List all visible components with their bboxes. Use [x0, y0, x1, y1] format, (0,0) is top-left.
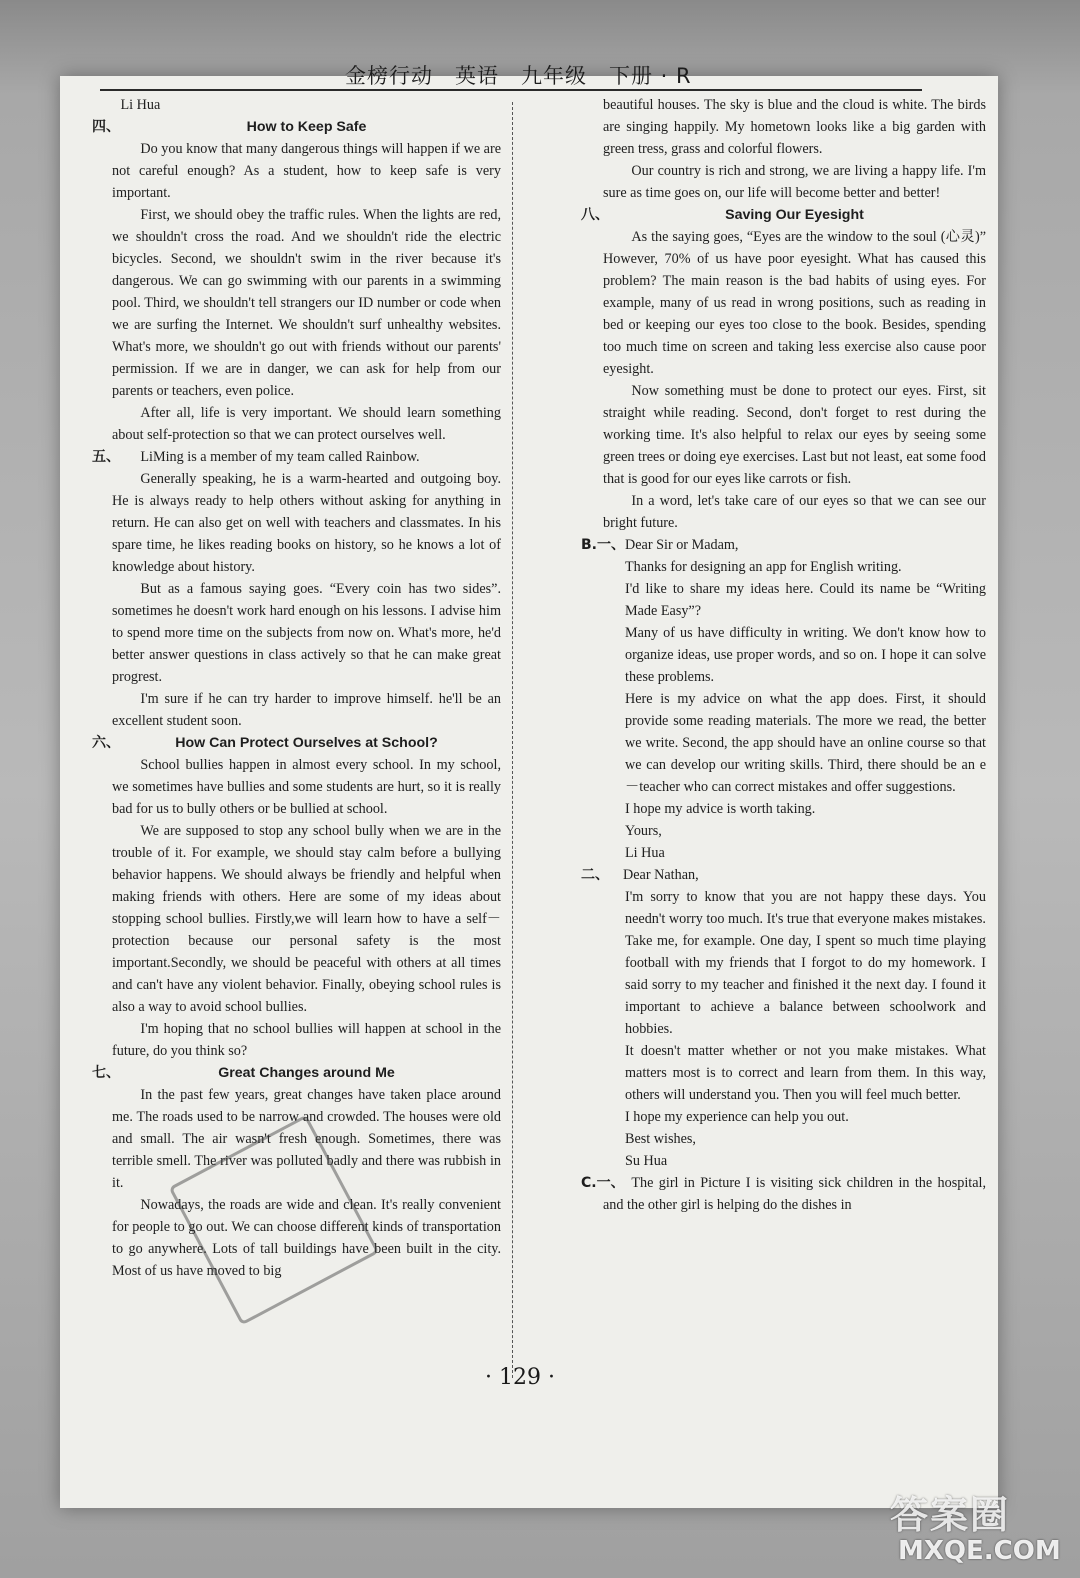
section-5-number: 五、	[92, 449, 120, 465]
section-8-paragraph-2: Now something must be done to protect our eyes. First, sit straight while reading. Second, don't forget to rest during the working time. It's also helpful to relax our eyes by seeing some green trees or doing eye exercises. Last but not least, eat some food that is good for our eyes like carrots or fish.	[603, 383, 986, 487]
letter-b2-line-3: It doesn't matter whether or not you make mistakes. What matters most is to correct and learn from them. In this way, others will understand you. Then you will feel much better.	[625, 1043, 986, 1103]
section-8-title	[581, 204, 986, 226]
letter-b1-signature: Li Hua	[625, 845, 665, 861]
part-b2-number: 二、	[581, 867, 609, 883]
section-6-title	[92, 732, 501, 754]
section-7-title	[92, 1062, 501, 1084]
part-b1-number: B.一、	[581, 537, 625, 553]
section-7-continuation-1: beautiful houses. The sky is blue and the cloud is white. The birds are singing happily. My hometown looks like a big garden with green tress, grass and colorful flowers.	[603, 97, 986, 157]
section-5-paragraph-1: LiMing is a member of my team called Rainbow.	[140, 449, 420, 465]
section-4-heading: How to Keep Safe	[246, 119, 367, 135]
section-7-continuation-2: Our country is rich and strong, we are living a happy life. I'm sure as time goes on, our life will become better and better!	[603, 163, 986, 201]
letter-b1-line-4: Here is my advice on what the app does. First, it should provide some reading materials. The more we read, the better we write. Second, the app should have an online course so that we can develop our writing skills. Third, there should be an e－teacher who can correct mistakes and offer suggestions.	[625, 691, 986, 795]
section-6-heading: How Can Protect Ourselves at School?	[175, 735, 438, 751]
section-4-number: 四、	[92, 119, 120, 135]
right-column	[581, 94, 986, 1216]
letter-b1-greeting: Dear Sir or Madam,	[625, 537, 739, 553]
part-c1	[581, 1172, 986, 1216]
section-7-paragraph-1: In the past few years, great changes have taken place around me. The roads used to be narrow and crowded. The houses were old and small. The air wasn't fresh enough. Sometimes, there was terrible smell. The river was polluted badly and there was rubbish in it.	[112, 1087, 501, 1191]
section-7-number: 七、	[92, 1065, 120, 1081]
part-c1-number: C.一、	[581, 1175, 625, 1191]
section-6-paragraph-1: School bullies happen in almost every school. In my school, we sometimes have bullies and some students are hurt, so it is really bad for us to bully others or be bullied at school.	[112, 757, 501, 817]
section-7-paragraph-2: Nowadays, the roads are wide and clean. It's really convenient for people to go out. We can choose different kinds of transportation to go anywhere. Lots of tall buildings have been built in the city. Most of us have moved to big	[112, 1197, 501, 1279]
letter-b1-line-1: Thanks for designing an app for English writing.	[625, 559, 902, 575]
header-rule	[100, 89, 922, 91]
section-4-paragraph-2: First, we should obey the traffic rules. When the lights are red, we shouldn't cross the road. And we shouldn't ride the electric bicycles. Second, we shouldn't swim in the river because it's dangerous. We can go swimming with our parents in a swimming pool. Third, we shouldn't tell strangers our ID number or code when we are surfing the Internet. We shouldn't surf unhealthy websites. What's more, we shouldn't go out with friends without our parents' permission. If we are in danger, we can ask for help from our parents or teachers, even police.	[112, 207, 501, 399]
letter-b1	[581, 534, 986, 864]
column-divider	[512, 102, 513, 1378]
letter-b2-line-4: I hope my experience can help you out.	[625, 1109, 849, 1125]
letter-b2-greeting: Dear Nathan,	[623, 867, 699, 883]
section-7-heading: Great Changes around Me	[218, 1065, 395, 1081]
letter-b2-closing: Best wishes,	[625, 1131, 696, 1147]
left-column	[92, 94, 501, 1282]
section-4-paragraph-1: Do you know that many dangerous things will happen if we are not careful enough? As a student, how to keep safe is very important.	[112, 141, 501, 201]
letter-b2-signature: Su Hua	[625, 1153, 668, 1169]
section-8-paragraph-1: As the saying goes, “Eyes are the window to the soul (心灵)” However, 70% of us have poor eyesight. What has caused this problem? The main reason is the bad habits of using eyes. For example, many of us read in wrong positions, such as reading in bed or keeping our eyes too close to the book. Besides, spending too much time on screen and taking less exercise also cause poor eyesight.	[603, 229, 986, 377]
section-8-number: 八、	[581, 207, 609, 223]
section-5-paragraph-4: I'm sure if he can try harder to improve himself. he'll be an excellent student soon.	[112, 691, 501, 729]
letter-b2-line-2: Take me, for example. One day, I spent so much time playing football with my friends that I forgot to do my homework. I said sorry to my teacher and finished it the next day. I found it important to achieve a balance between schoolwork and hobbies.	[625, 933, 986, 1037]
page-header-title: 金榜行动 英语 九年级 下册 · R	[345, 64, 692, 88]
site-watermark	[890, 1484, 1080, 1576]
letter-b1-line-5: I hope my advice is worth taking.	[625, 801, 816, 817]
section-5-line-1	[92, 446, 501, 468]
section-4-paragraph-3: After all, life is very important. We should learn something about self-protection so that we can protect ourselves well.	[112, 405, 501, 443]
watermark-logo: 答案圈	[890, 1493, 1011, 1537]
section-6-paragraph-3: I'm hoping that no school bullies will happen at school in the future, do you think so?	[112, 1021, 501, 1059]
section-4-title	[92, 116, 501, 138]
letter-signature: Li Hua	[120, 97, 161, 113]
page-number: · 129 ·	[485, 1365, 555, 1390]
letter-b1-line-3: Many of us have difficulty in writing. We don't know how to organize ideas, use proper words, and so on. I hope it can solve these problems.	[625, 625, 986, 685]
letter-b2	[581, 864, 986, 1172]
section-6-paragraph-2: We are supposed to stop any school bully when we are in the trouble of it. For example, we should stay calm before a bullying behavior happens. We should always be friendly and helpful when making friends with others. Here are some of my ideas about stopping school bullies. Firstly,we will learn how to have a self－protection because our personal safety is the most important.Secondly, we should be peaceful with others at all times and can't have any violent behavior. Finally, obeying school rules is also a way to avoid school bullies.	[112, 823, 501, 1015]
section-5-paragraph-2: Generally speaking, he is a warm-hearted and outgoing boy. He is always ready to help others without asking for anything in return. He can also get on well with teachers and classmates. In his spare time, he likes reading books on history, so he knows a lot of knowledge about history.	[112, 471, 501, 575]
section-8-paragraph-3: In a word, let's take care of our eyes so that we can see our bright future.	[603, 493, 986, 531]
section-5-paragraph-3: But as a famous saying goes. “Every coin has two sides”. sometimes he doesn't work hard enough on his lessons. I advise him to spend more time on the subjects from now on. What's more, he'd better answer questions in class actively so that he can make great progrest.	[112, 581, 501, 685]
section-8-heading: Saving Our Eyesight	[725, 207, 864, 223]
letter-b2-line-1: I'm sorry to know that you are not happy these days. You needn't worry too much. It's true that everyone makes mistakes.	[625, 889, 986, 927]
letter-b1-line-2: I'd like to share my ideas here. Could its name be “Writing Made Easy”?	[625, 581, 986, 619]
letter-b1-closing: Yours,	[625, 823, 662, 839]
watermark-url: MXQE.COM	[898, 1536, 1061, 1566]
part-c1-text: The girl in Picture I is visiting sick children in the hospital, and the other girl is helping do the dishes in	[603, 1175, 986, 1213]
section-6-number: 六、	[92, 735, 120, 751]
